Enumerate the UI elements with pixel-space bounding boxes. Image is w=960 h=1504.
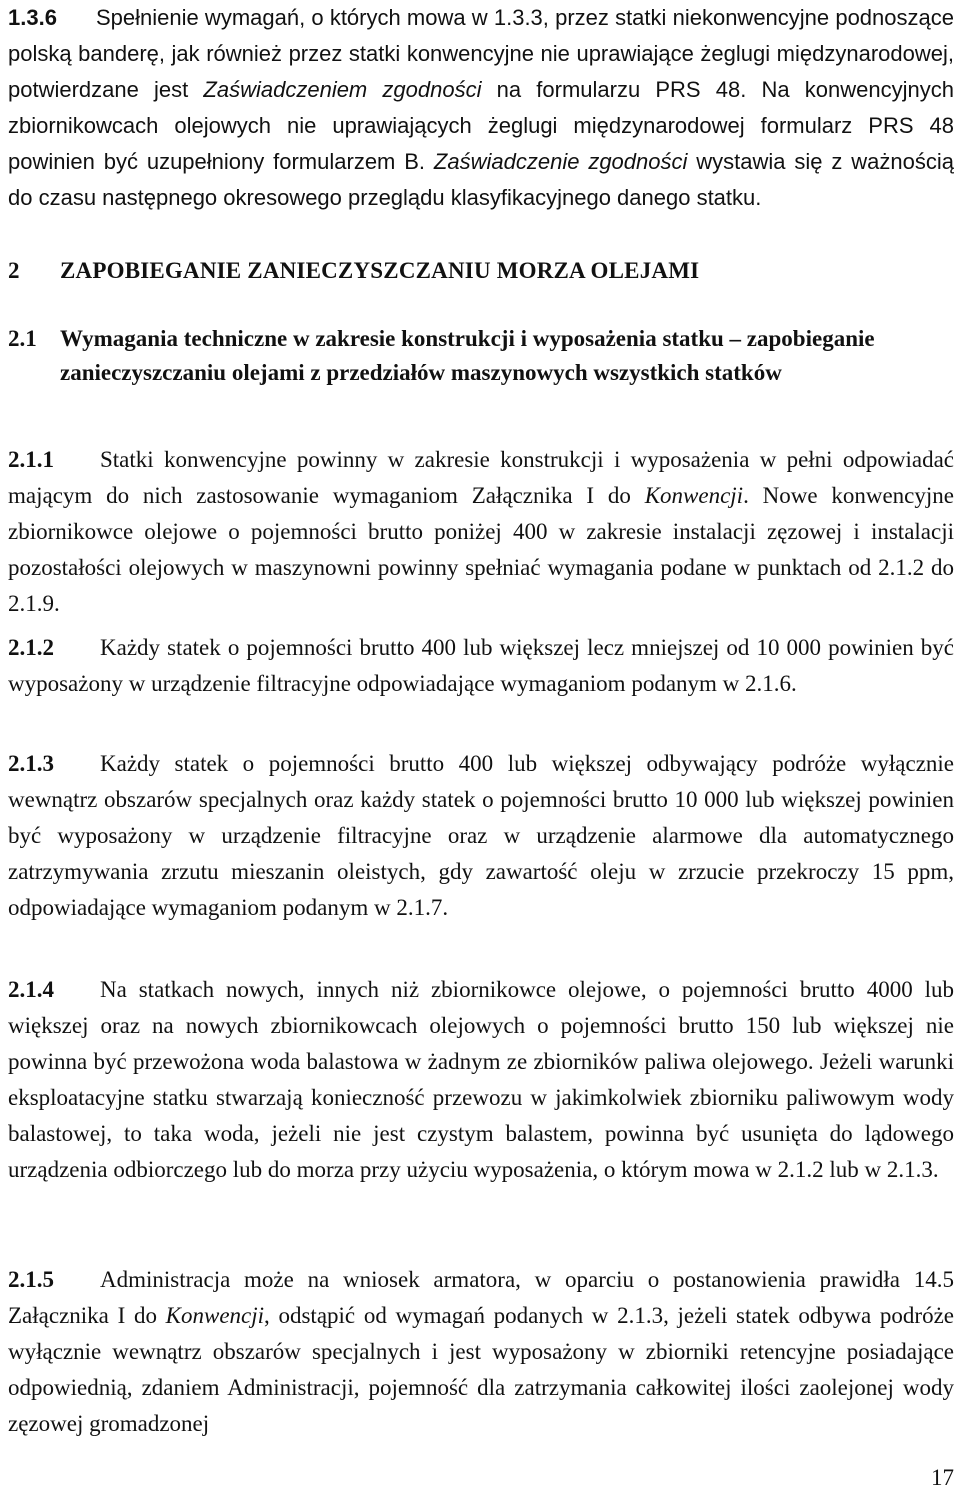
paragraph-text: na formularzu PRS 48. Na konwencyjnych zbiornikowcach olejowych nie uprawiających żeglugi międzynarodowej formularz PRS 48 powinien być uzupełniony formularzem B. — [8, 77, 954, 174]
paragraph-text: Na statkach nowych, innych niż zbiornikowce olejowe, o pojemności brutto 4000 lub większej oraz na nowych zbiornikowcach olejowych o pojemności brutto 150 lub większej nie powinna być przewożona woda balastowa w żadnym ze zbiorników paliwa olejowego. Jeżeli warunki eksploatacyjne statku stwarzają konieczność przewozu w jakimkolwiek zbiorniku paliwowym wody balastowej, to taka woda, jeżeli nie jest czystym balastem, powinna być usunięta do lądowego urządzenia odbiorczego lub do morza przy użyciu wyposażenia, o którym mowa w 2.1.2 lub w 2.1.3. — [8, 977, 954, 1182]
section-title: Wymagania techniczne w zakresie konstrukcji i wyposażenia statku – zapobieganie zanieczyszczaniu olejami z przedziałów maszynowych wszystkich statków — [60, 326, 875, 385]
italic-term: Konwencji — [165, 1303, 265, 1328]
paragraph-text: Każdy statek o pojemności brutto 400 lub większej odbywający podróże wyłącznie wewnątrz obszarów specjalnych oraz każdy statek o pojemności brutto 10 000 lub większej powinien być wyposażony w urządzenie filtracyjne oraz w urządzenie alarmowe dla automatycznego zatrzymywania zrzutu mieszanin oleistych, gdy zawartość oleju w zrzucie przekroczy 15 ppm, odpowiadające wymaganiom podanym w 2.1.7. — [8, 751, 954, 920]
chapter-title: ZAPOBIEGANIE ZANIECZYSZCZANIU MORZA OLEJAMI — [60, 258, 700, 283]
section-heading-2-1 — [8, 322, 954, 390]
paragraph-2-1-1 — [8, 442, 954, 622]
paragraph-text: , odstąpić od wymagań podanych w 2.1.3, jeżeli statek odbywa podróże wyłącznie wewnątrz obszarów specjalnych i jest wyposażony w zbiorniki retencyjne posiadające odpowiednią, zdaniem Administracji, pojemność dla zatrzymania całkowitej ilości zaolejonej wody zęzowej gromadzonej — [8, 1303, 954, 1436]
paragraph-text: Spełnienie wymagań, o których mowa w 1.3.3, przez statki niekonwencyjne podnoszące polską banderę, jak również przez statki konwencyjne nie uprawiające żeglugi międzynarodowej, potwierdzane jest — [8, 5, 954, 102]
section-number: 2.1 — [8, 326, 37, 351]
paragraph-2-1-4 — [8, 972, 954, 1188]
paragraph-number: 2.1.4 — [8, 977, 54, 1002]
paragraph-text: Każdy statek o pojemności brutto 400 lub większej lecz mniejszej od 10 000 powinien być wyposażony w urządzenie filtracyjne odpowiadające wymaganiom podanym w 2.1.6. — [8, 635, 954, 696]
paragraph-number: 1.3.6 — [8, 5, 57, 30]
paragraph-text: Statki konwencyjne powinny w zakresie konstrukcji i wyposażenia w pełni odpowiadać mającym do nich zastosowanie wymaganiom Załącznika I do — [8, 447, 954, 508]
italic-term: Konwencji — [644, 483, 744, 508]
paragraph-number: 2.1.3 — [8, 751, 54, 776]
paragraph-number: 2.1.2 — [8, 635, 54, 660]
chapter-number: 2 — [8, 258, 20, 283]
paragraph-2-1-3 — [8, 746, 954, 926]
paragraph-1-3-6 — [8, 0, 954, 216]
paragraph-number: 2.1.5 — [8, 1267, 54, 1292]
paragraph-text: wystawia się z ważnością do czasu następnego okresowego przeglądu klasyfikacyjnego danego statku. — [8, 149, 954, 210]
paragraph-2-1-2 — [8, 630, 954, 702]
paragraph-text: . Nowe konwencyjne zbiornikowce olejowe o pojemności brutto poniżej 400 w zakresie instalacji zęzowej i instalacji pozostałości olejowych w maszynowni powinny spełniać wymagania podane w punktach od 2.1.2 do 2.1.9. — [8, 483, 954, 616]
italic-term: Zaświadczenie zgodności — [433, 149, 688, 174]
paragraph-text: Administracja może na wniosek armatora, w oparciu o postanowienia prawidła 14.5 Załącznika I do — [8, 1267, 954, 1328]
italic-term: Zaświadczeniem zgodności — [203, 77, 482, 102]
section-1-3-6 — [8, 0, 954, 216]
chapter-heading — [8, 258, 699, 284]
page-number: 17 — [931, 1465, 954, 1490]
paragraph-number: 2.1.1 — [8, 447, 54, 472]
paragraph-2-1-5 — [8, 1262, 954, 1442]
